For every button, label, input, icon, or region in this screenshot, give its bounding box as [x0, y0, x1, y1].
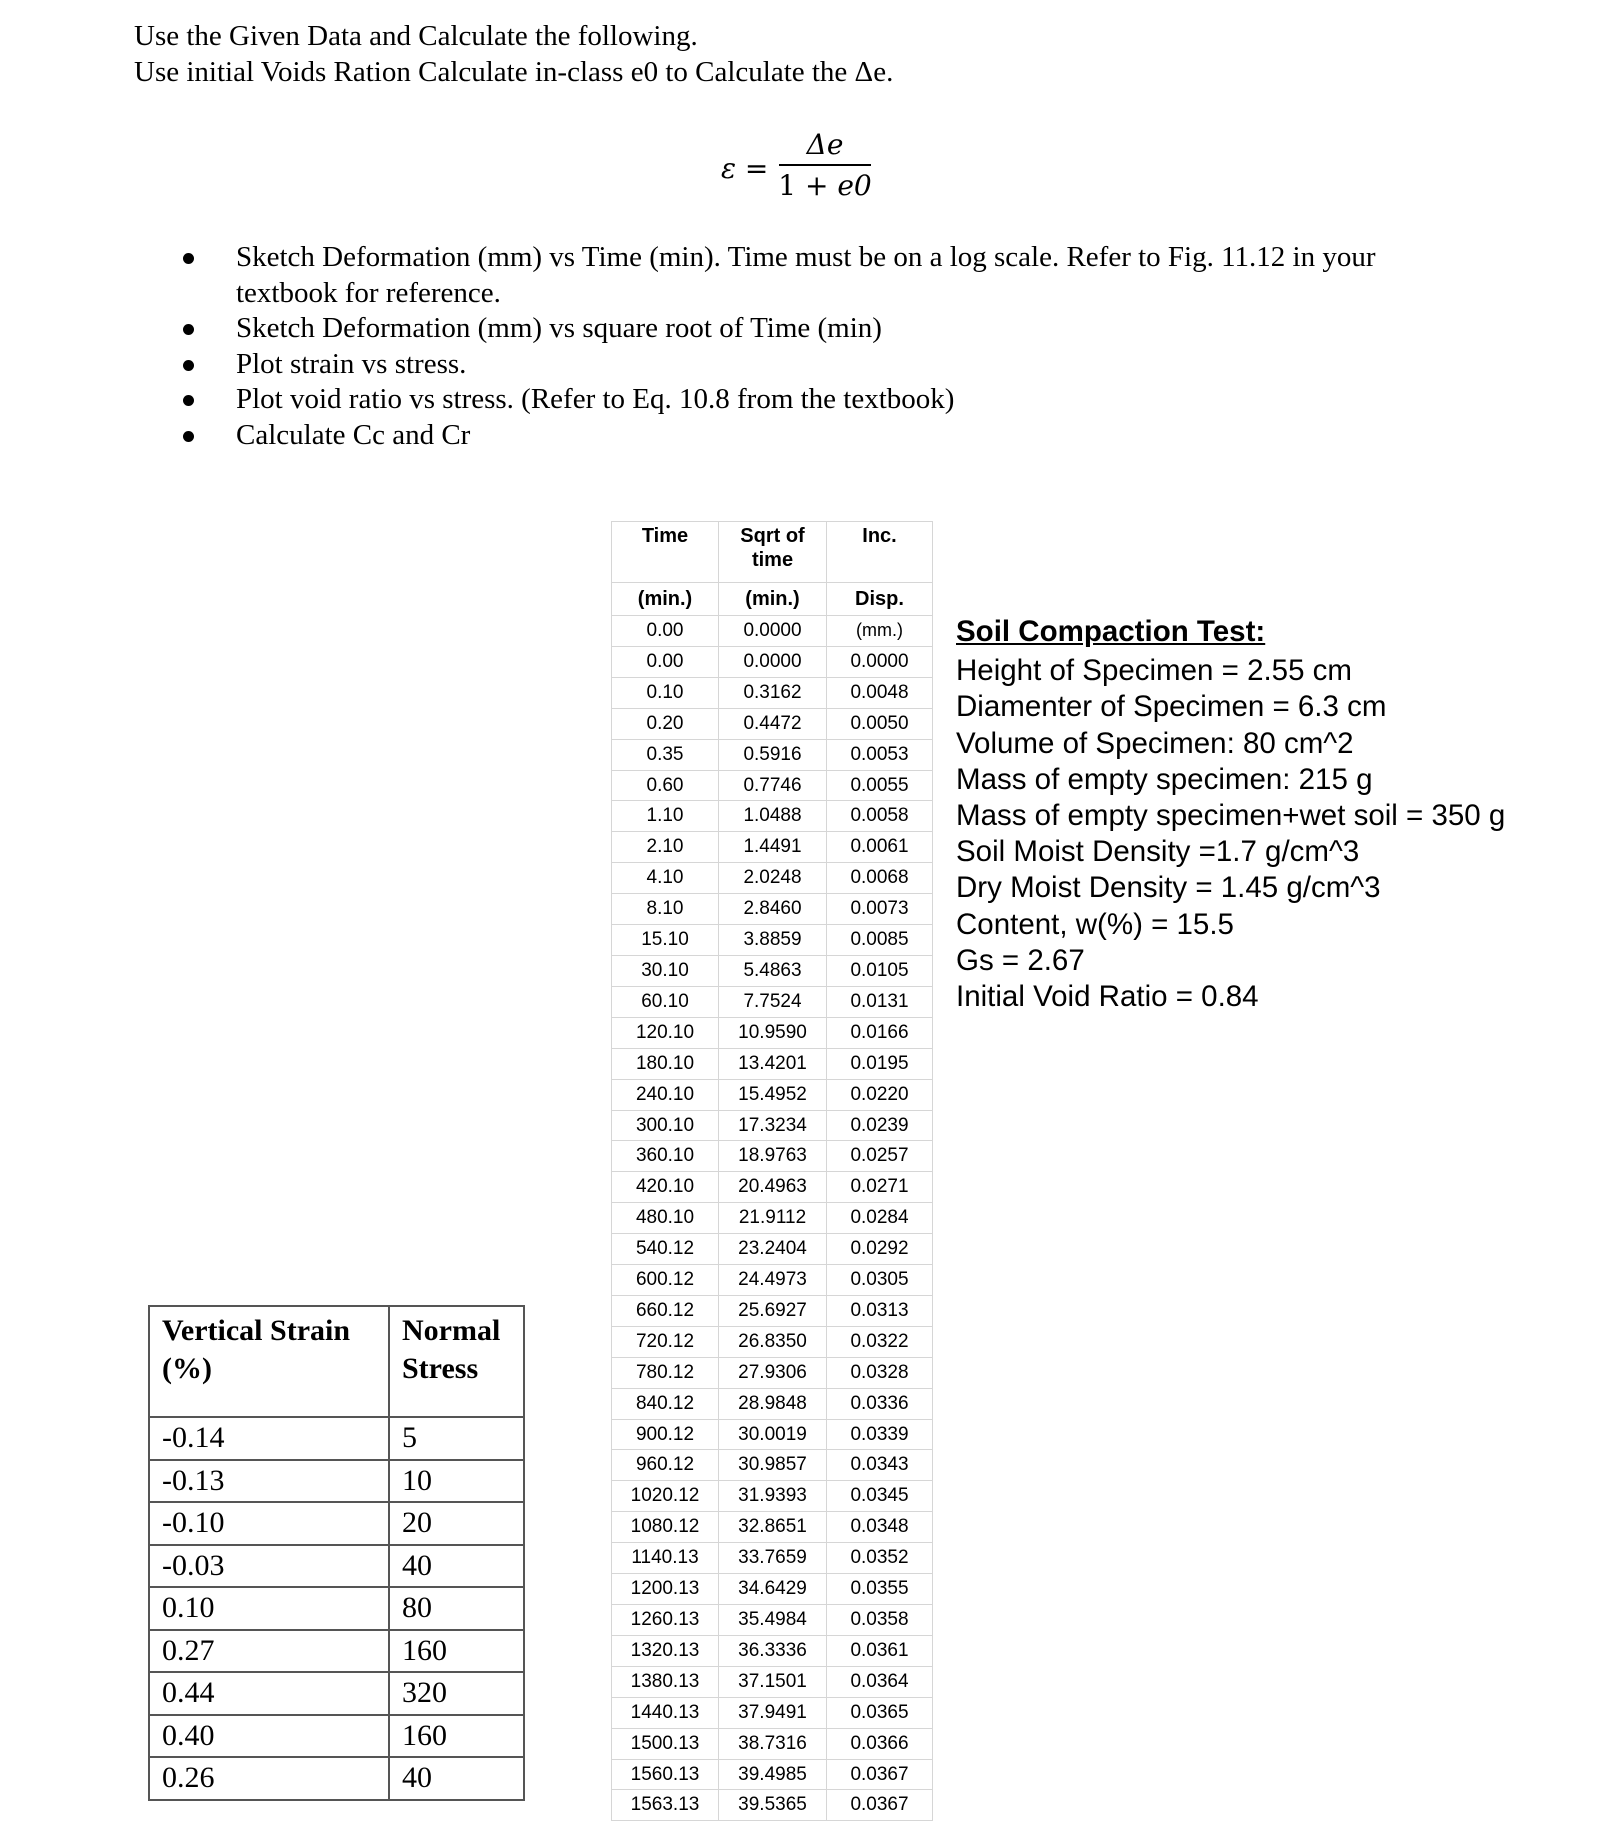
compaction-line: Volume of Specimen: 80 cm^2	[956, 726, 1354, 760]
table-cell: 0.0053	[827, 739, 933, 770]
table-cell: 0.0366	[827, 1728, 933, 1759]
table-row	[149, 1306, 524, 1417]
table-cell: 28.9848	[719, 1388, 827, 1419]
task-item	[180, 240, 1440, 311]
table-cell: -0.13	[149, 1460, 389, 1503]
task-item	[180, 347, 1440, 383]
table-cell: 30.10	[612, 955, 719, 986]
table-row	[612, 770, 933, 801]
table-cell: 240.10	[612, 1079, 719, 1110]
formula-lhs: ε =	[721, 152, 769, 185]
table-cell: 26.8350	[719, 1326, 827, 1357]
compaction-line: Mass of empty specimen: 215 g	[956, 762, 1373, 796]
table-cell: 480.10	[612, 1203, 719, 1234]
table-row	[612, 1697, 933, 1728]
table-cell: 0.0339	[827, 1419, 933, 1450]
table-cell: 10.9590	[719, 1017, 827, 1048]
table-row	[612, 708, 933, 739]
compaction-line: Gs = 2.67	[956, 943, 1085, 977]
formula-denominator-const: 1 +	[778, 169, 838, 202]
bullet-icon	[183, 431, 194, 442]
table-cell: 5	[389, 1417, 524, 1460]
table-cell: -0.03	[149, 1545, 389, 1588]
table-cell: 0.0348	[827, 1512, 933, 1543]
table-cell: 0.40	[149, 1715, 389, 1758]
table-cell: 1.0488	[719, 801, 827, 832]
table-cell: -0.14	[149, 1417, 389, 1460]
table-cell: 120.10	[612, 1017, 719, 1048]
table-cell: 5.4863	[719, 955, 827, 986]
table-cell: 0.0050	[827, 708, 933, 739]
table-row	[612, 1605, 933, 1636]
table-cell: 0.0292	[827, 1234, 933, 1265]
table-cell: 25.6927	[719, 1295, 827, 1326]
table-cell: 1020.12	[612, 1481, 719, 1512]
table-cell: 0.0000	[719, 646, 827, 677]
table-cell: 0.5916	[719, 739, 827, 770]
table-row	[149, 1672, 524, 1715]
table-cell: 17.3234	[719, 1110, 827, 1141]
table-cell: 39.4985	[719, 1759, 827, 1790]
table-cell: 1200.13	[612, 1574, 719, 1605]
table-cell: 1563.13	[612, 1790, 719, 1821]
table-cell: 0.0364	[827, 1666, 933, 1697]
table-row	[612, 1017, 933, 1048]
table-cell: Inc.	[827, 522, 933, 583]
table-cell: 0.26	[149, 1757, 389, 1800]
table-cell: 60.10	[612, 986, 719, 1017]
compaction-line: Dry Moist Density = 1.45 g/cm^3	[956, 871, 1381, 905]
table-row	[612, 801, 933, 832]
task-text: Plot strain vs stress.	[236, 347, 467, 380]
bullet-icon	[183, 253, 194, 264]
table-cell: 40	[389, 1545, 524, 1588]
table-cell: 0.0336	[827, 1388, 933, 1419]
table-cell: 0.60	[612, 770, 719, 801]
table-cell: 1080.12	[612, 1512, 719, 1543]
table-row	[612, 646, 933, 677]
table-cell: 0.0305	[827, 1265, 933, 1296]
table-cell: 0.0313	[827, 1295, 933, 1326]
table-cell: 3.8859	[719, 925, 827, 956]
table-row	[612, 1172, 933, 1203]
table-row	[612, 1481, 933, 1512]
task-text: Calculate Cc and Cr	[236, 418, 471, 451]
table-row	[612, 863, 933, 894]
table-row	[149, 1587, 524, 1630]
task-item	[180, 418, 1440, 454]
formula-denominator-var: e0	[837, 169, 872, 202]
table-cell: Time	[612, 522, 719, 583]
table-cell: Vertical Strain (%)	[149, 1306, 389, 1417]
table-cell: 15.10	[612, 925, 719, 956]
table-cell: 0.0195	[827, 1048, 933, 1079]
table-cell: 0.0000	[719, 616, 827, 647]
table-row	[612, 1265, 933, 1296]
table-cell: 0.0000	[827, 646, 933, 677]
table-cell: 0.00	[612, 646, 719, 677]
table-cell: 300.10	[612, 1110, 719, 1141]
table-cell: 7.7524	[719, 986, 827, 1017]
table-row	[612, 583, 933, 616]
table-cell: 0.0257	[827, 1141, 933, 1172]
table-cell: 30.0019	[719, 1419, 827, 1450]
table-cell: 35.4984	[719, 1605, 827, 1636]
table-cell: 36.3336	[719, 1635, 827, 1666]
table-cell: 0.0271	[827, 1172, 933, 1203]
compaction-line: Initial Void Ratio = 0.84	[956, 980, 1259, 1014]
table-cell: 540.12	[612, 1234, 719, 1265]
table-row	[612, 925, 933, 956]
table-cell: 0.27	[149, 1630, 389, 1673]
strain-formula	[715, 126, 875, 206]
table-cell: 0.20	[612, 708, 719, 739]
table-cell: 1560.13	[612, 1759, 719, 1790]
table-cell: 37.9491	[719, 1697, 827, 1728]
task-item	[180, 382, 1440, 418]
table-row	[612, 616, 933, 647]
table-cell: 15.4952	[719, 1079, 827, 1110]
soil-compaction-info	[956, 614, 1505, 1015]
table-row	[612, 1790, 933, 1821]
table-cell: 0.0085	[827, 925, 933, 956]
table-row	[612, 1450, 933, 1481]
instruction-line-1: Use the Given Data and Calculate the following.	[134, 20, 698, 52]
table-row	[612, 1512, 933, 1543]
table-cell: 24.4973	[719, 1265, 827, 1296]
table-cell: 40	[389, 1757, 524, 1800]
table-cell: 0.4472	[719, 708, 827, 739]
table-row	[612, 1574, 933, 1605]
table-row	[612, 1388, 933, 1419]
table-cell: -0.10	[149, 1502, 389, 1545]
table-cell: 2.10	[612, 832, 719, 863]
table-cell: 0.0367	[827, 1790, 933, 1821]
table-row	[612, 1079, 933, 1110]
table-row	[612, 1048, 933, 1079]
table-cell: 38.7316	[719, 1728, 827, 1759]
table-cell: 0.7746	[719, 770, 827, 801]
compaction-line: Content, w(%) = 15.5	[956, 907, 1234, 941]
table-row	[149, 1545, 524, 1588]
table-cell: 18.9763	[719, 1141, 827, 1172]
table-row	[612, 1295, 933, 1326]
table-cell: 0.0048	[827, 677, 933, 708]
table-cell: 0.0328	[827, 1357, 933, 1388]
table-cell: 0.00	[612, 616, 719, 647]
table-cell: 33.7659	[719, 1543, 827, 1574]
bullet-icon	[183, 360, 194, 371]
table-row	[612, 1635, 933, 1666]
table-cell: 1320.13	[612, 1635, 719, 1666]
table-cell: (mm.)	[827, 616, 933, 647]
table-cell: 0.0345	[827, 1481, 933, 1512]
task-text: Plot void ratio vs stress. (Refer to Eq. 10.8 from the textbook)	[236, 383, 955, 415]
table-row	[612, 1203, 933, 1234]
instructions-header	[134, 18, 893, 90]
table-cell: 420.10	[612, 1172, 719, 1203]
table-row	[612, 1357, 933, 1388]
table-cell: 0.0239	[827, 1110, 933, 1141]
table-cell: 2.0248	[719, 863, 827, 894]
table-row	[612, 677, 933, 708]
table-cell: 21.9112	[719, 1203, 827, 1234]
table-row	[612, 1543, 933, 1574]
table-row	[612, 1110, 933, 1141]
table-row	[612, 1759, 933, 1790]
table-cell: 0.10	[612, 677, 719, 708]
table-row	[612, 1728, 933, 1759]
table-cell: (min.)	[612, 583, 719, 616]
table-cell: 600.12	[612, 1265, 719, 1296]
compaction-line: Soil Moist Density =1.7 g/cm^3	[956, 835, 1360, 869]
compaction-line: Mass of empty specimen+wet soil = 350 g	[956, 799, 1506, 833]
table-row	[612, 1666, 933, 1697]
compaction-title: Soil Compaction Test:	[956, 615, 1266, 648]
table-cell: Disp.	[827, 583, 933, 616]
table-cell: 32.8651	[719, 1512, 827, 1543]
table-row	[612, 1234, 933, 1265]
table-cell: 0.0352	[827, 1543, 933, 1574]
table-cell: 1.10	[612, 801, 719, 832]
table-cell: 0.3162	[719, 677, 827, 708]
table-cell: 37.1501	[719, 1666, 827, 1697]
table-cell: 0.0343	[827, 1450, 933, 1481]
table-cell: 20.4963	[719, 1172, 827, 1203]
formula-fraction	[775, 126, 875, 204]
time-displacement-table	[611, 521, 933, 1821]
table-cell: 160	[389, 1630, 524, 1673]
table-cell: 8.10	[612, 894, 719, 925]
table-cell: 0.0220	[827, 1079, 933, 1110]
table-cell: 900.12	[612, 1419, 719, 1450]
table-cell: 31.9393	[719, 1481, 827, 1512]
table-row	[149, 1417, 524, 1460]
table-row	[612, 832, 933, 863]
table-cell: 0.0322	[827, 1326, 933, 1357]
table-cell: Normal Stress	[389, 1306, 524, 1417]
table-cell: 34.6429	[719, 1574, 827, 1605]
table-cell: 23.2404	[719, 1234, 827, 1265]
table-cell: 20	[389, 1502, 524, 1545]
strain-stress-table	[148, 1305, 525, 1801]
table-cell: 720.12	[612, 1326, 719, 1357]
table-cell: 39.5365	[719, 1790, 827, 1821]
table-cell: 660.12	[612, 1295, 719, 1326]
table-cell: 0.0284	[827, 1203, 933, 1234]
compaction-line: Diamenter of Specimen = 6.3 cm	[956, 690, 1387, 724]
table-cell: (min.)	[719, 583, 827, 616]
table-cell: 10	[389, 1460, 524, 1503]
table-cell: 160	[389, 1715, 524, 1758]
task-text: Sketch Deformation (mm) vs square root of Time (min)	[236, 312, 882, 344]
table-cell: 0.0061	[827, 832, 933, 863]
table-cell: 80	[389, 1587, 524, 1630]
table-cell: 2.8460	[719, 894, 827, 925]
formula-denominator	[775, 166, 875, 204]
table-cell: 1440.13	[612, 1697, 719, 1728]
task-list	[180, 240, 1440, 453]
table-cell: 0.0355	[827, 1574, 933, 1605]
table-cell: 1500.13	[612, 1728, 719, 1759]
bullet-icon	[183, 395, 194, 406]
table-cell: 960.12	[612, 1450, 719, 1481]
table-cell: 360.10	[612, 1141, 719, 1172]
table-cell: 0.0068	[827, 863, 933, 894]
table-cell: 0.0105	[827, 955, 933, 986]
table-row	[149, 1460, 524, 1503]
bullet-icon	[183, 324, 194, 335]
table-cell: 1.4491	[719, 832, 827, 863]
table-row	[149, 1630, 524, 1673]
table-cell: Sqrt of time	[719, 522, 827, 583]
table-row	[612, 894, 933, 925]
table-cell: 0.10	[149, 1587, 389, 1630]
table-cell: 4.10	[612, 863, 719, 894]
table-cell: 0.0055	[827, 770, 933, 801]
table-cell: 0.35	[612, 739, 719, 770]
table-cell: 30.9857	[719, 1450, 827, 1481]
table-row	[612, 1419, 933, 1450]
table-cell: 1380.13	[612, 1666, 719, 1697]
table-cell: 0.0166	[827, 1017, 933, 1048]
table-cell: 180.10	[612, 1048, 719, 1079]
table-row	[149, 1502, 524, 1545]
table-cell: 0.0367	[827, 1759, 933, 1790]
table-cell: 0.0361	[827, 1635, 933, 1666]
table-cell: 0.44	[149, 1672, 389, 1715]
table-cell: 1260.13	[612, 1605, 719, 1636]
table-row	[612, 1141, 933, 1172]
formula-numerator: Δe	[806, 128, 844, 161]
table-row	[612, 739, 933, 770]
table-row	[612, 1326, 933, 1357]
table-cell: 13.4201	[719, 1048, 827, 1079]
table-cell: 0.0073	[827, 894, 933, 925]
table-row	[612, 955, 933, 986]
table-cell: 840.12	[612, 1388, 719, 1419]
table-row	[612, 522, 933, 583]
table-cell: 780.12	[612, 1357, 719, 1388]
table-row	[149, 1757, 524, 1800]
compaction-line: Height of Specimen = 2.55 cm	[956, 654, 1353, 688]
table-cell: 0.0365	[827, 1697, 933, 1728]
task-item	[180, 311, 1440, 347]
table-cell: 1140.13	[612, 1543, 719, 1574]
table-row	[149, 1715, 524, 1758]
task-text: Sketch Deformation (mm) vs Time (min). Time must be on a log scale. Refer to Fig. 11.12 in your textbook for reference.	[236, 241, 1376, 309]
table-cell: 320	[389, 1672, 524, 1715]
table-cell: 27.9306	[719, 1357, 827, 1388]
table-cell: 0.0058	[827, 801, 933, 832]
table-row	[612, 986, 933, 1017]
table-cell: 0.0358	[827, 1605, 933, 1636]
instruction-line-2: Use initial Voids Ration Calculate in-class e0 to Calculate the Δe.	[134, 56, 894, 88]
table-cell: 0.0131	[827, 986, 933, 1017]
